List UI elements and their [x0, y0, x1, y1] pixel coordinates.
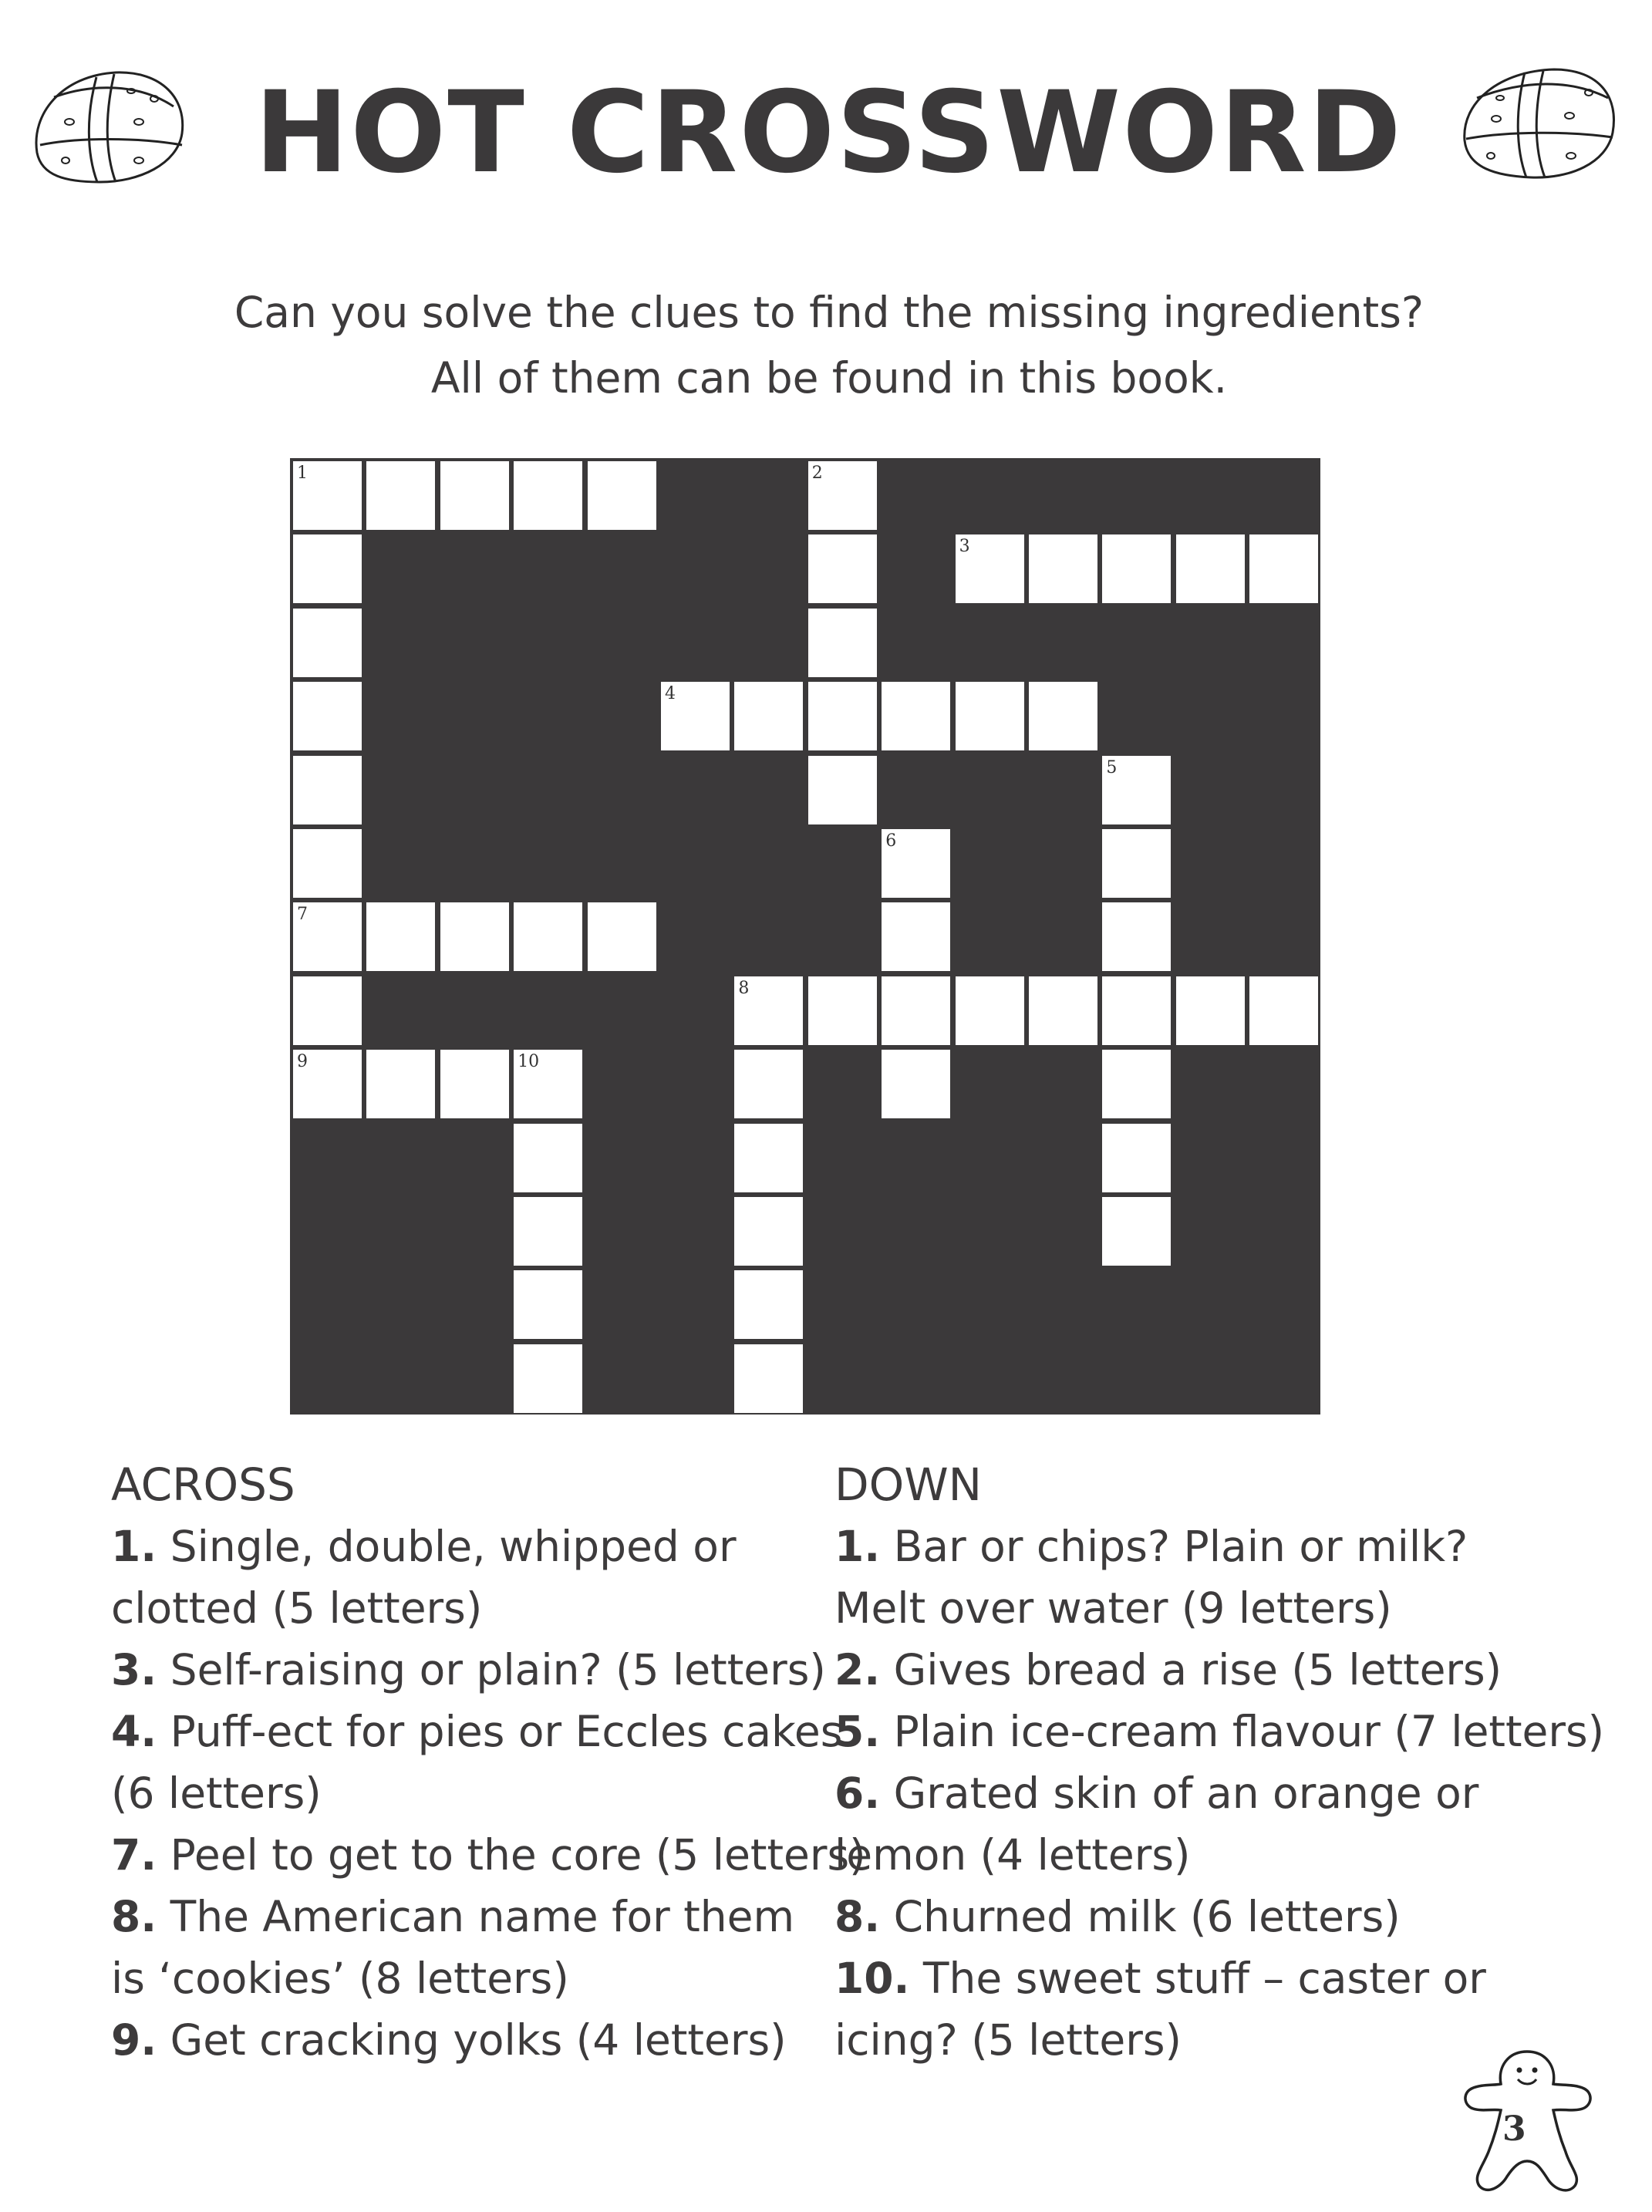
- clue-number: 5: [1106, 757, 1118, 777]
- clue-number: 3: [959, 537, 970, 557]
- clue-text: Puff-ect for pies or Eccles cakes: [157, 1707, 843, 1756]
- grid-cell[interactable]: [440, 1050, 509, 1118]
- across-clue-line: [111, 1577, 805, 1639]
- across-clues: [111, 1454, 866, 2071]
- grid-cell[interactable]: [588, 461, 656, 530]
- grid-cell[interactable]: [882, 1050, 950, 1118]
- clue-number: 7: [297, 905, 308, 925]
- grid-cell[interactable]: [1102, 756, 1171, 824]
- grid-cell[interactable]: [588, 902, 656, 971]
- clue-number: 8.: [834, 1892, 881, 1941]
- grid-cell[interactable]: [808, 534, 877, 603]
- grid-cell[interactable]: [293, 682, 362, 750]
- clue-text: Single, double, whipped or: [157, 1522, 737, 1571]
- clue-text: The sweet stuff – caster or: [909, 1954, 1486, 2003]
- clue-number: 2: [811, 464, 823, 483]
- grid-cell[interactable]: [293, 829, 362, 898]
- grid-cell[interactable]: [514, 461, 582, 530]
- across-clue-line: [111, 1516, 805, 1577]
- grid-cell[interactable]: [514, 1344, 582, 1413]
- grid-cell[interactable]: [1029, 976, 1097, 1045]
- down-clue-line: [834, 1639, 1606, 1701]
- grid-cell[interactable]: [293, 609, 362, 677]
- grid-cell[interactable]: [293, 756, 362, 824]
- grid-cell[interactable]: [956, 534, 1024, 603]
- clue-text: The American name for them: [157, 1892, 795, 1941]
- grid-cell[interactable]: [514, 1197, 582, 1266]
- grid-cell[interactable]: [293, 534, 362, 603]
- grid-cell[interactable]: [956, 682, 1024, 750]
- down-clue-line: [834, 1577, 1606, 1639]
- grid-cell[interactable]: [514, 1124, 582, 1192]
- grid-cell[interactable]: [734, 1050, 803, 1118]
- clue-text: Get cracking yolks (4 letters): [157, 2015, 787, 2065]
- intro-line-1: Can you solve the clues to find the missing ingredients?: [234, 288, 1424, 337]
- clue-text: Grated skin of an orange or: [880, 1769, 1479, 1818]
- grid-cell[interactable]: [1102, 1124, 1171, 1192]
- grid-cell[interactable]: [366, 1050, 435, 1118]
- clue-text: Peel to get to the core (5 letters): [157, 1830, 866, 1880]
- grid-cell[interactable]: [734, 1124, 803, 1192]
- grid-cell[interactable]: [293, 461, 362, 530]
- across-clue-line: [111, 1701, 843, 1762]
- page-title: HOT CROSSWORD: [255, 67, 1403, 198]
- grid-cell[interactable]: [293, 902, 362, 971]
- across-clue-line: [111, 1762, 805, 1824]
- grid-cell[interactable]: [440, 902, 509, 971]
- clue-number: 9.: [111, 2015, 157, 2065]
- down-heading: DOWN: [834, 1458, 983, 1511]
- grid-cell[interactable]: [734, 976, 803, 1045]
- down-clue-line: [834, 1824, 1606, 1886]
- grid-cell[interactable]: [808, 461, 877, 530]
- grid-cell[interactable]: [1102, 1050, 1171, 1118]
- grid-cell[interactable]: [514, 902, 582, 971]
- grid-cell[interactable]: [293, 976, 362, 1045]
- page-number: 3: [1502, 2109, 1526, 2149]
- clue-number: 6.: [834, 1769, 881, 1818]
- gingerbread-man-icon: [1450, 2044, 1604, 2206]
- grid-cell[interactable]: [514, 1270, 582, 1339]
- clue-text: Plain ice-cream flavour (7 letters): [880, 1707, 1605, 1756]
- clue-number: 1.: [834, 1522, 881, 1571]
- clue-number: 4: [665, 684, 676, 704]
- grid-cell[interactable]: [882, 976, 950, 1045]
- grid-cell[interactable]: [734, 1344, 803, 1413]
- down-clue-line: [834, 1762, 1606, 1824]
- down-clue-line: [834, 1947, 1606, 2009]
- down-clue-line: [834, 1701, 1606, 1762]
- grid-cell[interactable]: [808, 609, 877, 677]
- down-clues: [834, 1454, 1606, 2071]
- grid-cell[interactable]: [882, 682, 950, 750]
- grid-cell[interactable]: [734, 682, 803, 750]
- across-clue-line: [111, 1639, 826, 1701]
- grid-cell[interactable]: [661, 682, 730, 750]
- clue-number: 7.: [111, 1830, 157, 1880]
- intro-line-2: All of them can be found in this book.: [430, 353, 1228, 403]
- grid-cell[interactable]: [440, 461, 509, 530]
- clue-number: 10.: [834, 1954, 910, 2003]
- grid-cell[interactable]: [1249, 534, 1318, 603]
- across-clue-line: [111, 1947, 805, 2009]
- grid-cell[interactable]: [1249, 976, 1318, 1045]
- grid-cell[interactable]: [1029, 534, 1097, 603]
- grid-cell[interactable]: [1102, 1197, 1171, 1266]
- clue-number: 6: [885, 831, 897, 851]
- clue-number: 8: [738, 978, 750, 998]
- grid-cell[interactable]: [808, 976, 877, 1045]
- grid-cell[interactable]: [1102, 829, 1171, 898]
- grid-cell[interactable]: [1029, 682, 1097, 750]
- grid-cell[interactable]: [1176, 976, 1245, 1045]
- across-clue-line: [111, 1886, 805, 1947]
- crossword-grid: [290, 458, 1320, 1415]
- hot-cross-bun-icon: [1454, 56, 1625, 187]
- down-clue-line: [834, 1516, 1606, 1577]
- across-heading: ACROSS: [111, 1458, 295, 1511]
- clue-text: Melt over water (9 letters): [834, 1583, 1392, 1633]
- clue-text: (6 letters): [111, 1769, 322, 1818]
- clue-text: lemon (4 letters): [834, 1830, 1191, 1880]
- grid-cell[interactable]: [1176, 534, 1245, 603]
- grid-cell[interactable]: [956, 976, 1024, 1045]
- clue-number: 2.: [834, 1645, 881, 1694]
- across-clue-line: [111, 1824, 866, 1886]
- grid-cell[interactable]: [514, 1050, 582, 1118]
- clue-number: 9: [297, 1052, 308, 1072]
- clue-number: 10: [518, 1052, 540, 1072]
- down-clue-line: [834, 1886, 1606, 1947]
- grid-cell[interactable]: [1102, 902, 1171, 971]
- clue-number: 4.: [111, 1707, 157, 1756]
- grid-cell[interactable]: [293, 1050, 362, 1118]
- clue-text: Self-raising or plain? (5 letters): [157, 1645, 826, 1694]
- clue-number: 1.: [111, 1522, 157, 1571]
- clue-text: Gives bread a rise (5 letters): [880, 1645, 1502, 1694]
- clue-number: 5.: [834, 1707, 881, 1756]
- grid-cell[interactable]: [882, 902, 950, 971]
- grid-cell[interactable]: [366, 902, 435, 971]
- grid-cell[interactable]: [734, 1270, 803, 1339]
- grid-cell[interactable]: [366, 461, 435, 530]
- grid-cell[interactable]: [734, 1197, 803, 1266]
- clue-number: 1: [297, 464, 308, 483]
- grid-cell[interactable]: [882, 829, 950, 898]
- hot-cross-bun-icon: [23, 60, 194, 191]
- grid-cell[interactable]: [1102, 976, 1171, 1045]
- clue-text: is ‘cookies’ (8 letters): [111, 1954, 569, 2003]
- clue-number: 8.: [111, 1892, 157, 1941]
- clue-text: icing? (5 letters): [834, 2015, 1182, 2065]
- across-clue-line: [111, 2009, 805, 2071]
- clue-text: Bar or chips? Plain or milk?: [880, 1522, 1468, 1571]
- grid-cell[interactable]: [808, 756, 877, 824]
- clue-text: clotted (5 letters): [111, 1583, 483, 1633]
- clue-text: Churned milk (6 letters): [880, 1892, 1401, 1941]
- grid-cell[interactable]: [1102, 534, 1171, 603]
- clue-number: 3.: [111, 1645, 157, 1694]
- grid-cell[interactable]: [808, 682, 877, 750]
